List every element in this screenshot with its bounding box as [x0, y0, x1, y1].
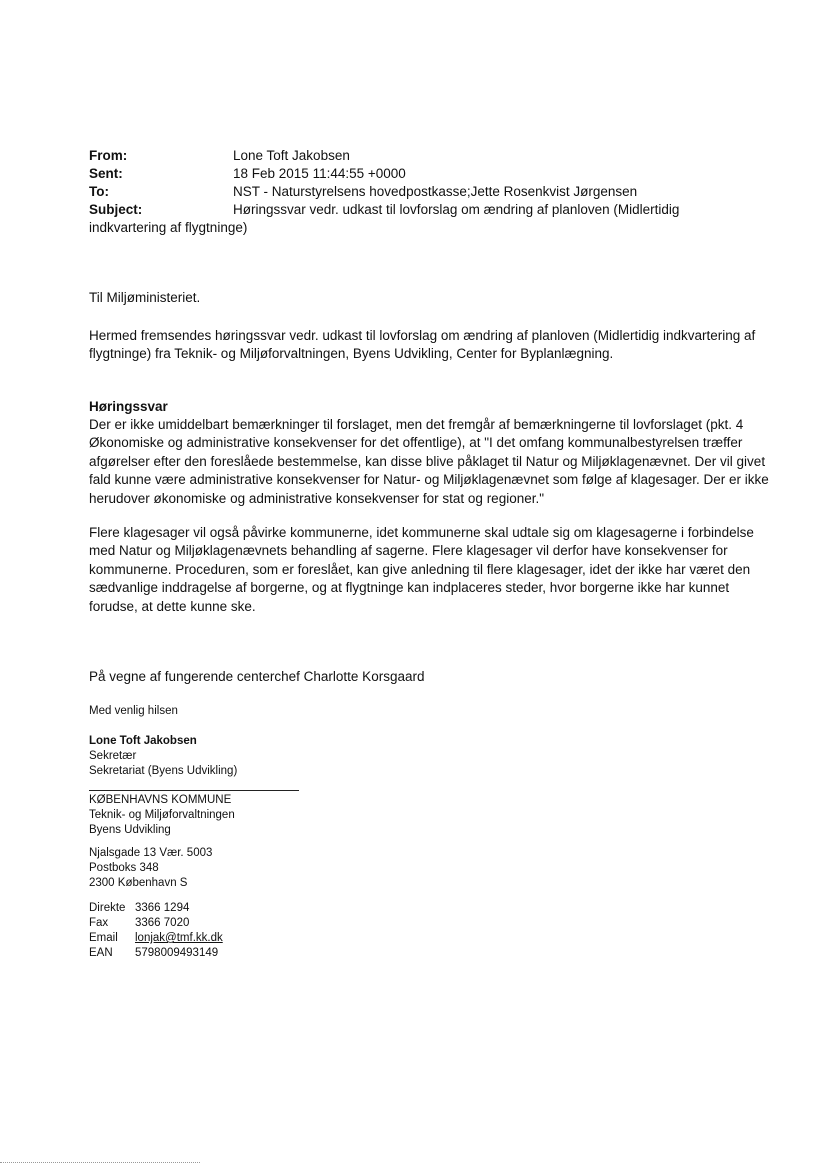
signature-block [89, 734, 237, 779]
sent-value: 18 Feb 2015 11:44:55 +0000 [233, 166, 406, 181]
from-value: Lone Toft Jakobsen [233, 148, 350, 163]
sent-label: Sent: [89, 166, 123, 181]
paragraph-1: Der er ikke umiddelbart bemærkninger til forslaget, men det fremgår af bemærkningerne til lovforslaget (pkt. 4 Økonomiske og administrative konsekvenser for det offentlige), at "I det omfang kommunalbestyrelsen træffer afgørelser efter den foreslåede bestemmelse, kan disse blive påklaget til Natur og Miljøklagenævnet. Der vil givet fald kunne være administrative konsekvenser for Natur- og Miljøklagenævnet som følge af klagesager. Der er ikke herudover økonomiske og administrative konsekvenser for stat og regioner." [89, 417, 769, 506]
org-department: Teknik- og Miljøforvaltningen [89, 809, 235, 821]
signature-department: Sekretariat (Byens Udvikling) [89, 765, 238, 777]
intro-paragraph: Hermed fremsendes høringssvar vedr. udkast til lovforslag om ændring af planloven (Midlertidig indkvartering af flygtninge) fra Teknik- og Miljøforvaltningen, Byens Udvikling, Center for Byplanlægning. [89, 328, 756, 362]
email-link[interactable]: lonjak@tmf.kk.dk [135, 932, 223, 944]
paragraph-2: Flere klagesager vil også påvirke kommunerne, idet kommunerne skal udtale sig om klagesagerne i forbindelse med Natur og Miljøklagenævnets behandling af sagerne. Flere klagesager vil derfor have konsekvenser for kommunerne. Proceduren, som er foreslået, kan give anledning til flere klagesager, idet der ikke har været den sædvanlige inddragelse af borgerne, og at flygtninge kan indplaceres steder, hvor borgerne ikke har kunnet forudse, at dette kunne ske. [89, 525, 754, 614]
fax-label: Fax [89, 917, 109, 929]
ean-label: EAN [89, 947, 113, 959]
contact-ean [89, 946, 223, 961]
organization-block [89, 793, 235, 838]
greeting: Til Miljøministeriet. [89, 290, 201, 305]
direct-value: 3366 1294 [135, 902, 190, 914]
direct-label: Direkte [89, 902, 126, 914]
to-row [89, 183, 729, 201]
subject-row [89, 201, 729, 219]
signature-title: Sekretær [89, 750, 137, 762]
address-line-3: 2300 København S [89, 877, 188, 889]
address-line-1: Njalsgade 13 Vær. 5003 [89, 847, 213, 859]
ean-value: 5798009493149 [135, 947, 219, 959]
subject-label: Subject: [89, 202, 143, 217]
contact-fax [89, 916, 223, 931]
org-name: KØBENHAVNS KOMMUNE [89, 794, 232, 806]
from-label: From: [89, 148, 128, 163]
address-line-2: Postboks 348 [89, 862, 159, 874]
contact-block [89, 901, 223, 961]
to-label: To: [89, 184, 109, 199]
to-value: NST - Naturstyrelsens hovedpostkasse;Jette Rosenkvist Jørgensen [233, 184, 638, 199]
signature-name: Lone Toft Jakobsen [89, 735, 197, 747]
subject-continuation: indkvartering af flygtninge) [89, 220, 248, 235]
behalf-line: På vegne af fungerende centerchef Charlotte Korsgaard [89, 669, 425, 684]
signature-closing: Med venlig hilsen [89, 705, 178, 717]
sent-row [89, 165, 729, 183]
org-unit: Byens Udvikling [89, 824, 171, 836]
from-row [89, 147, 729, 165]
subject-value: Høringssvar vedr. udkast til lovforslag om ændring af planloven (Midlertidig [233, 202, 680, 217]
signature-divider [89, 790, 299, 791]
section-heading: Høringssvar [89, 399, 168, 414]
scan-artifact-line [0, 1162, 200, 1163]
email-header [89, 147, 729, 237]
fax-value: 3366 7020 [135, 917, 190, 929]
email-label: Email [89, 932, 118, 944]
contact-email [89, 931, 223, 946]
contact-direct [89, 901, 223, 916]
address-block [89, 846, 212, 891]
